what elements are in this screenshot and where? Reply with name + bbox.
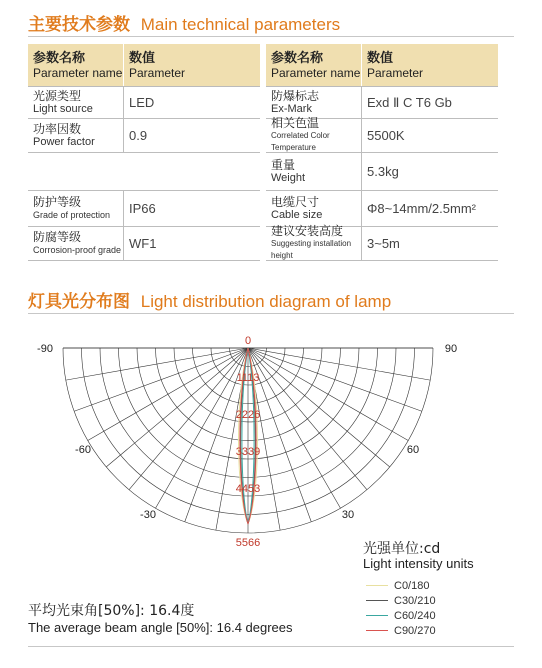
section-title-en: Main technical parameters (140, 15, 341, 34)
header-value-en: Parameter (367, 65, 424, 80)
angle-label: 0 (244, 335, 252, 347)
angle-label: 90 (444, 343, 458, 355)
legend-label: C0/180 (394, 579, 430, 592)
param-value: 3~5m (367, 236, 400, 251)
table-row (28, 227, 260, 261)
legend-title-en: Light intensity units (363, 556, 474, 571)
param-value: 0.9 (129, 128, 148, 143)
radial-label: 4453 (235, 483, 261, 495)
param-value: WF1 (129, 236, 157, 251)
divider (28, 36, 514, 37)
param-name-en: Cable size (271, 209, 323, 221)
legend-label: C90/270 (394, 624, 436, 637)
param-value: Φ8~14mm/2.5mm² (367, 201, 476, 216)
header-name-en: Parameter name (271, 65, 361, 80)
table-row (266, 87, 498, 119)
header-name-cn: 参数名称 (271, 50, 324, 66)
angle-label: 30 (341, 509, 355, 521)
legend-item (366, 593, 436, 608)
param-name-en: Suggesting installation height (271, 239, 352, 260)
legend-item (366, 608, 436, 623)
param-name-cn: 重量 (271, 158, 296, 172)
table-header (28, 44, 260, 87)
table-row (266, 153, 498, 191)
header-name-en: Parameter name (33, 65, 123, 80)
header-value-en: Parameter (129, 65, 186, 80)
param-value: Exd Ⅱ C T6 Gb (367, 94, 452, 110)
table-header (266, 44, 498, 87)
param-value: IP66 (129, 201, 156, 216)
section-title-technical (28, 10, 340, 34)
param-value: 5.3kg (367, 164, 399, 179)
polar-labels (37, 335, 457, 549)
legend-item (366, 623, 436, 638)
divider (28, 646, 514, 647)
section-title-distribution (28, 287, 391, 311)
table-row (28, 153, 260, 191)
header-name-cn: 参数名称 (33, 50, 86, 66)
param-name-cn: 光源类型 (33, 89, 82, 103)
param-name-en: Corrosion-proof grade (33, 245, 122, 255)
grid-spoke (248, 348, 390, 467)
radial-label: 5566 (235, 537, 261, 549)
radial-label: 3339 (235, 446, 261, 458)
angle-label: 60 (406, 444, 420, 456)
section-title-cn: 灯具光分布图 (28, 292, 130, 312)
beam-angle-en: The average beam angle [50%]: 16.4 degrees (28, 620, 293, 635)
param-name-cn: 防腐等级 (33, 230, 82, 244)
legend-label: C60/240 (394, 609, 436, 622)
section-title-en: Light distribution diagram of lamp (140, 292, 392, 311)
table-row (266, 224, 498, 261)
legend-title-cn: 光强单位:cd (363, 541, 441, 557)
param-name-cn: 防护等级 (33, 195, 82, 209)
table-row (266, 191, 498, 227)
radial-label: 2226 (235, 409, 261, 421)
legend-item (366, 578, 436, 593)
legend-swatch (366, 615, 388, 616)
angle-label: -60 (75, 444, 91, 456)
param-name-cn: 建议安装高度 (271, 224, 344, 238)
legend-label: C30/210 (394, 594, 436, 607)
table-row (266, 116, 498, 153)
param-name-cn: 相关色温 (271, 116, 320, 130)
param-value (124, 153, 260, 190)
header-value-cn: 数值 (129, 50, 156, 66)
divider (28, 313, 514, 314)
param-name-en: Ex-Mark (271, 103, 312, 115)
table-row (28, 119, 260, 153)
param-name-en: Correlated Color Temperature (271, 131, 330, 152)
parameter-table-right (266, 44, 498, 261)
grid-spoke (129, 348, 248, 490)
angle-label: -90 (37, 343, 53, 355)
param-value: LED (129, 95, 155, 110)
param-name-en: Power factor (33, 136, 95, 148)
table-row (28, 191, 260, 227)
parameter-table-left (28, 44, 260, 261)
table-row (28, 87, 260, 119)
chart-legend (366, 578, 436, 638)
legend-swatch (366, 600, 388, 601)
angle-label: -30 (140, 509, 156, 521)
param-value: 5500K (367, 128, 405, 143)
legend-swatch (366, 630, 388, 631)
param-name-en: Light source (33, 103, 93, 115)
legend-swatch (366, 585, 388, 586)
light-distribution-diagram (0, 330, 542, 550)
param-name-cn: 功率因数 (33, 122, 82, 136)
header-value-cn: 数值 (367, 50, 394, 66)
section-title-cn: 主要技术参数 (28, 15, 130, 35)
param-name-cn: 防爆标志 (271, 89, 320, 103)
param-name-cn: 电缆尺寸 (271, 195, 320, 209)
grid-spoke (106, 348, 248, 467)
grid-spoke (248, 348, 367, 490)
param-name-en: Grade of protection (33, 210, 111, 220)
radial-label: 1113 (236, 372, 260, 384)
beam-angle-cn: 平均光束角[50%]: 16.4度 (28, 603, 195, 619)
param-name-en: Weight (271, 172, 306, 184)
